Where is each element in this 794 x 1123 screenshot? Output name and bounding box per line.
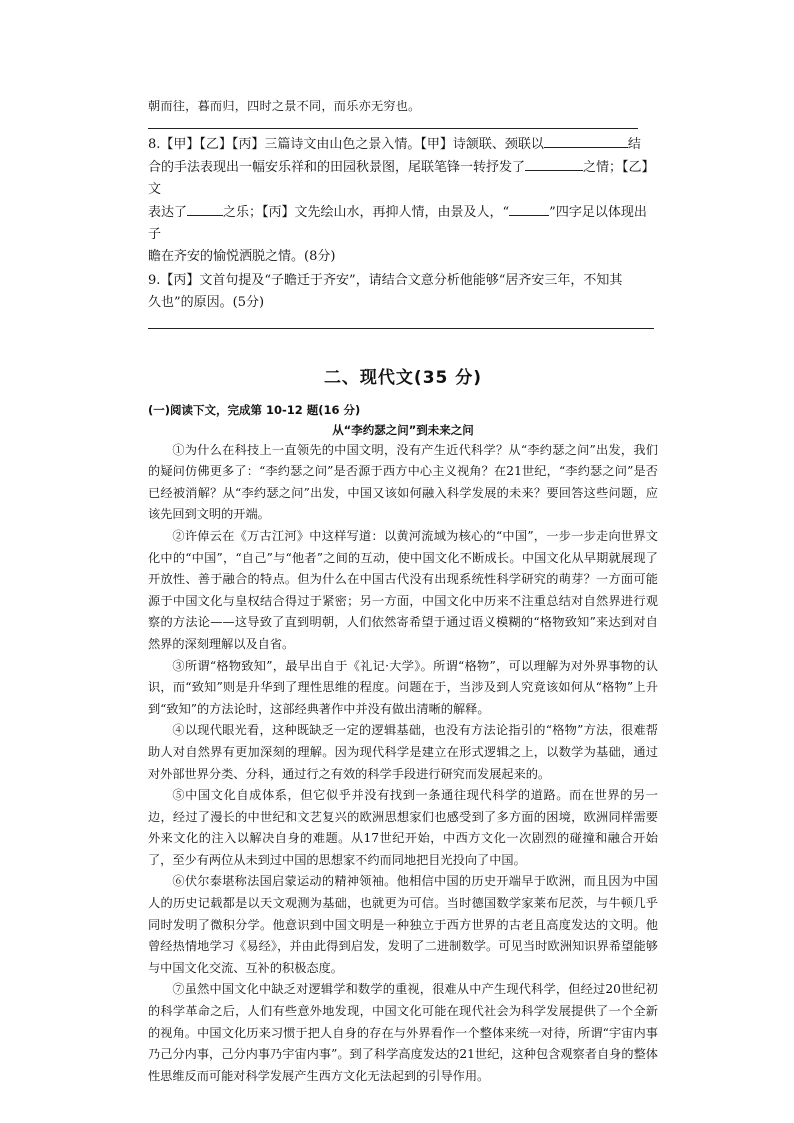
question-9-line-1: 9.【丙】文首句提及“子瞻迁于齐安”，请结合文意分析他能够“居齐安三年，不知其 xyxy=(148,272,623,288)
paragraph-5: ⑤中国文化自成体系，但它似乎并没有找到一条通往现代科学的道路。而在世界的另一边，经过了漫长的中世纪和文艺复兴的欧洲思想家们也感受到了多方面的困境，欧洲同样需要外来文化的注入以解决自身的难题。从17世纪开始，中西方文化一次剧烈的碰撞和融合开始了，至少有两位从未到过中国的思想家不约而同地把目光投向了中国。 xyxy=(148,788,658,867)
answer-blank-4[interactable] xyxy=(509,201,549,216)
answer-blank-1[interactable] xyxy=(544,133,628,148)
paragraph-7: ⑦虽然中国文化中缺乏对逻辑学和数学的重视，很难从中产生现代科学，但经过20世纪初的科学革命之后，人们有些意外地发现，中国文化可能在现代社会为科学发展提供了一个全新的视角。中国文化历来习惯于把人自身的存在与外界看作一个整体来统一对待，所谓“宇宙内事乃己分内事，己分内事乃宇宙内事”。到了科学高度发达的21世纪，这种包含观察者自身的整体性思维反而可能对科学发展产生西方文化无法起到的引导作用。 xyxy=(148,982,658,1083)
paragraph-1: ①为什么在科技上一直领先的中国文明，没有产生近代科学？从“李约瑟之问”出发，我们的疑问仿佛更多了：“李约瑟之问”是否源于西方中心主义视角？在21世纪，“李约瑟之问”是否已经被消解？从“李约瑟之问”出发，中国又该如何融入科学发展的未来？要回答这些问题，应该先回到文明的开端。 xyxy=(148,442,658,522)
paragraph-6: ⑥伏尔泰堪称法国启蒙运动的精神领袖。他相信中国的历史开端早于欧洲，而且因为中国人的历史记载都是以天文观测为基础，也就更为可信。当时德国数学家莱布尼茨，与牛顿几乎同时发明了微积分学。他意识到中国文明是一种独立于西方世界的古老且高度发达的文明。他曾经热情地学习《易经》，并由此得到启发，发明了二进制数学。可见当时欧洲知识界希望能够与中国文化交流、互补的积极态度。 xyxy=(148,874,658,975)
section-heading: 二、现代文(35 分) xyxy=(323,367,483,388)
question-8-line-4: 瞻在齐安的愉悦洒脱之情。(8分) xyxy=(148,248,336,264)
answer-line[interactable] xyxy=(148,328,654,329)
question-8 xyxy=(148,133,658,268)
paragraph-4: ④以现代眼光看，这种既缺乏一定的逻辑基础，也没有方法论指引的“格物”方法，很难帮助人对自然界有更加深刻的理解。因为现代科学是建立在形式逻辑之上，以数学为基础，通过对外部世界分类、分科，通过行之有效的科学手段进行研究而发展起来的。 xyxy=(148,723,658,781)
article-title: 从“李约瑟之问”到未来之问 xyxy=(332,422,474,437)
question-9 xyxy=(148,270,658,314)
question-8-line-3: 表达了 之乐；【丙】文先绘山水，再抑人情，由景及人，“ ”四字足以体现出子 xyxy=(148,201,658,246)
question-9-line-2: 久也”的原因。(5分) xyxy=(148,294,265,310)
subsection-label: (一)阅读下文，完成第 10-12 题(16 分) xyxy=(148,402,361,417)
article-body xyxy=(148,440,658,1088)
answer-blank-2[interactable] xyxy=(525,156,583,171)
poem-line: 朝而往，暮而归，四时之景不同，而乐亦无穷也。 xyxy=(148,99,421,113)
answer-line[interactable] xyxy=(148,128,638,129)
question-8-line-1: 8.【甲】【乙】【丙】三篇诗文由山色之景入情。【甲】诗颔联、颈联以 结 xyxy=(148,133,658,156)
question-8-line-2: 合的手法表现出一幅安乐祥和的田园秋景图，尾联笔锋一转抒发了 之情；【乙】文 xyxy=(148,156,658,201)
page-content xyxy=(148,96,658,1087)
answer-blank-3[interactable] xyxy=(187,201,223,216)
paragraph-3: ③所谓“格物致知”，最早出自于《礼记·大学》。所谓“格物”，可以理解为对外界事物的认识，而“致知”则是升华到了理性思维的程度。问题在于，当涉及到人究竟该如何从“格物”上升到“致知”的方法论时，这部经典著作中并没有做出清晰的解释。 xyxy=(148,658,659,716)
paragraph-2: ②许倬云在《万古江河》中这样写道：以黄河流域为核心的“中国”，一步一步走向世界文化中的“中国”，“自己”与“他者”之间的互动，使中国文化不断成长。中国文化从早期就展现了开放性、善于融合的特点。但为什么在中国古代没有出现系统性科学研究的萌芽？一方面可能源于中国文化与皇权结合得过于紧密；另一方面，中国文化中历来不注重总结对自然界进行观察的方法论——这导致了直到明朝，人们依然寄希望于通过语义模糊的“格物致知”来达到对自然界的深刻理解以及自省。 xyxy=(148,528,658,651)
